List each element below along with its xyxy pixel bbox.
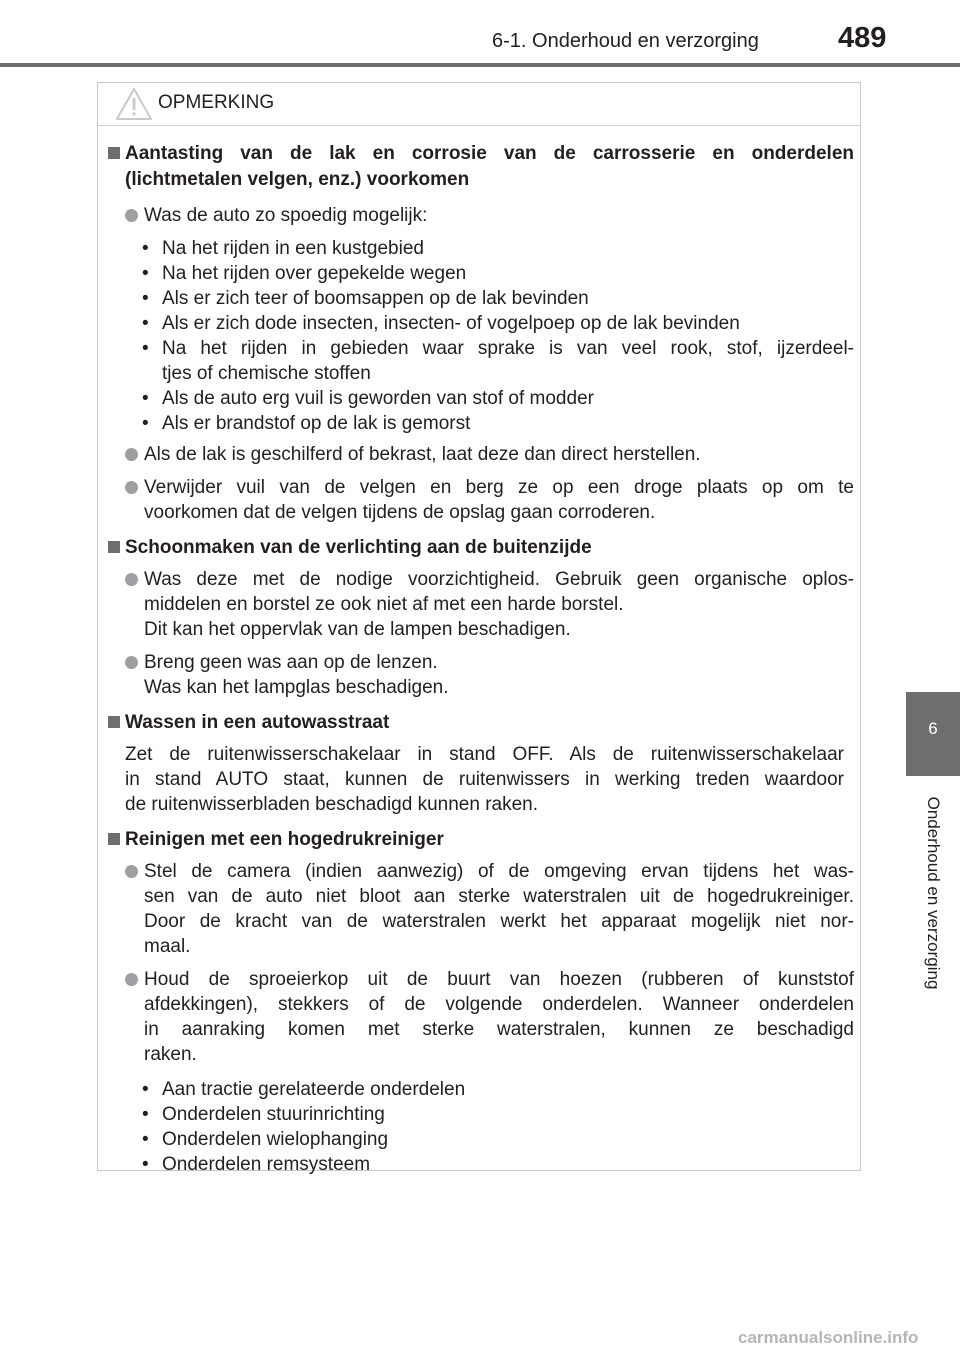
chapter-number: 6 <box>928 719 938 738</box>
sub-line: Als er brandstof op de lak is gemorst <box>162 413 471 434</box>
dot-marker-icon: • <box>142 263 149 284</box>
heading-line: (lichtmetalen velgen, enz.) voorkomen <box>125 169 470 190</box>
bullet-item <box>98 475 862 525</box>
bullet-line: Als de lak is geschilferd of bekrast, laat deze dan direct herstellen. <box>144 444 701 465</box>
sub-item <box>98 286 862 311</box>
section-heading <box>98 141 862 193</box>
heading-line: Reinigen met een hogedrukreiniger <box>125 829 444 850</box>
dot-marker-icon: • <box>142 388 149 409</box>
square-bullet-icon <box>108 716 120 728</box>
bullet-item <box>98 567 862 642</box>
round-bullet-icon <box>125 209 138 222</box>
sub-item <box>98 311 862 336</box>
paragraph-line: Zet de ruitenwisserschakelaar in stand OFF. Als de ruitenwisserschakelaar <box>125 744 844 765</box>
sub-list <box>98 1077 862 1177</box>
dot-marker-icon: • <box>142 413 149 434</box>
dot-marker-icon: • <box>142 1104 149 1125</box>
round-bullet-icon <box>125 573 138 586</box>
bullet-item <box>98 203 862 228</box>
square-bullet-icon <box>108 541 120 553</box>
heading-line: Wassen in een autowasstraat <box>125 712 390 733</box>
bullet-line: sen van de auto niet bloot aan sterke waterstralen uit de hogedrukreiniger. <box>144 886 854 907</box>
heading-line: Aantasting van de lak en corrosie van de carrosserie en onderdelen <box>125 143 854 164</box>
sub-line: Onderdelen remsysteem <box>162 1154 371 1175</box>
notice-body <box>98 141 862 1177</box>
bullet-line: in aanraking komen met sterke waterstralen, kunnen ze beschadigd <box>144 1019 854 1040</box>
sub-line: Na het rijden in gebieden waar sprake is van veel rook, stof, ijzerdeel- <box>162 338 854 359</box>
bullet-line: maal. <box>144 936 191 957</box>
bullet-line: middelen en borstel ze ook niet af met een harde borstel. <box>144 594 624 615</box>
bullet-item <box>98 967 862 1067</box>
sub-line: Na het rijden in een kustgebied <box>162 238 424 259</box>
section-heading <box>98 535 862 561</box>
chapter-title-vertical: Onderhoud en verzorging <box>924 796 943 990</box>
sub-line: Na het rijden over gepekelde wegen <box>162 263 467 284</box>
round-bullet-icon <box>125 865 138 878</box>
sub-item <box>98 1127 862 1152</box>
round-bullet-icon <box>125 481 138 494</box>
dot-marker-icon: • <box>142 1154 149 1175</box>
bullet-line: afdekkingen), stekkers of de volgende onderdelen. Wanneer onderdelen <box>144 994 854 1015</box>
bullet-line: voorkomen dat de velgen tijdens de opslag gaan corroderen. <box>144 502 656 523</box>
bullet-item <box>98 650 862 700</box>
dot-marker-icon: • <box>142 1129 149 1150</box>
warning-triangle-icon <box>115 87 153 121</box>
sub-line: Als er zich dode insecten, insecten- of vogelpoep op de lak bevinden <box>162 313 740 334</box>
sub-line: tjes of chemische stoffen <box>162 363 371 384</box>
sub-line: Als er zich teer of boomsappen op de lak bevinden <box>162 288 589 309</box>
sub-item <box>98 1077 862 1102</box>
notice-title: OPMERKING <box>158 92 275 113</box>
round-bullet-icon <box>125 656 138 669</box>
sub-line: Aan tractie gerelateerde onderdelen <box>162 1079 466 1100</box>
dot-marker-icon: • <box>142 288 149 309</box>
watermark: carmanualsonline.info <box>738 1328 919 1347</box>
dot-marker-icon: • <box>142 1079 149 1100</box>
square-bullet-icon <box>108 833 120 845</box>
sub-item <box>98 386 862 411</box>
sub-item <box>98 336 862 386</box>
notice-box <box>97 82 861 1175</box>
dot-marker-icon: • <box>142 338 149 359</box>
section-heading <box>98 710 862 736</box>
sub-item <box>98 1152 862 1177</box>
section-heading <box>98 827 862 853</box>
paragraph <box>98 742 862 817</box>
running-header-section: 6-1. Onderhoud en verzorging <box>492 30 759 52</box>
bullet-line: Verwijder vuil van de velgen en berg ze op een droge plaats op om te <box>144 477 854 498</box>
paragraph-line: in stand AUTO staat, kunnen de ruitenwissers in werking treden waardoor <box>125 769 844 790</box>
notice-header <box>98 83 860 126</box>
bullet-line: Was deze met de nodige voorzichtigheid. Gebruik geen organische oplos- <box>144 569 854 590</box>
sub-item <box>98 236 862 261</box>
bullet-item <box>98 859 862 959</box>
bullet-line: Breng geen was aan op de lenzen. <box>144 652 438 673</box>
bullet-line: raken. <box>144 1044 197 1065</box>
chapter-tab <box>906 692 960 776</box>
sub-item <box>98 1102 862 1127</box>
heading-line: Schoonmaken van de verlichting aan de buitenzijde <box>125 537 592 558</box>
sub-item <box>98 411 862 436</box>
sub-line: Onderdelen wielophanging <box>162 1129 389 1150</box>
sub-item <box>98 261 862 286</box>
bullet-line: Houd de sproeierkop uit de buurt van hoezen (rubberen of kunststof <box>144 969 854 990</box>
sub-list <box>98 236 862 436</box>
bullet-line: Door de kracht van de waterstralen werkt het apparaat mogelijk niet nor- <box>144 911 854 932</box>
square-bullet-icon <box>108 147 120 159</box>
round-bullet-icon <box>125 973 138 986</box>
dot-marker-icon: • <box>142 313 149 334</box>
bullet-line: Was kan het lampglas beschadigen. <box>144 677 449 698</box>
sub-line: Als de auto erg vuil is geworden van stof of modder <box>162 388 594 409</box>
dot-marker-icon: • <box>142 238 149 259</box>
page-number: 489 <box>838 22 887 54</box>
bullet-line: Dit kan het oppervlak van de lampen beschadigen. <box>144 619 571 640</box>
sub-line: Onderdelen stuurinrichting <box>162 1104 385 1125</box>
bullet-item <box>98 442 862 467</box>
bullet-line: Was de auto zo spoedig mogelijk: <box>144 205 428 226</box>
header-divider <box>0 63 960 67</box>
paragraph-line: de ruitenwisserbladen beschadigd kunnen raken. <box>125 794 538 815</box>
bullet-line: Stel de camera (indien aanwezig) of de omgeving ervan tijdens het was- <box>144 861 854 882</box>
round-bullet-icon <box>125 448 138 461</box>
